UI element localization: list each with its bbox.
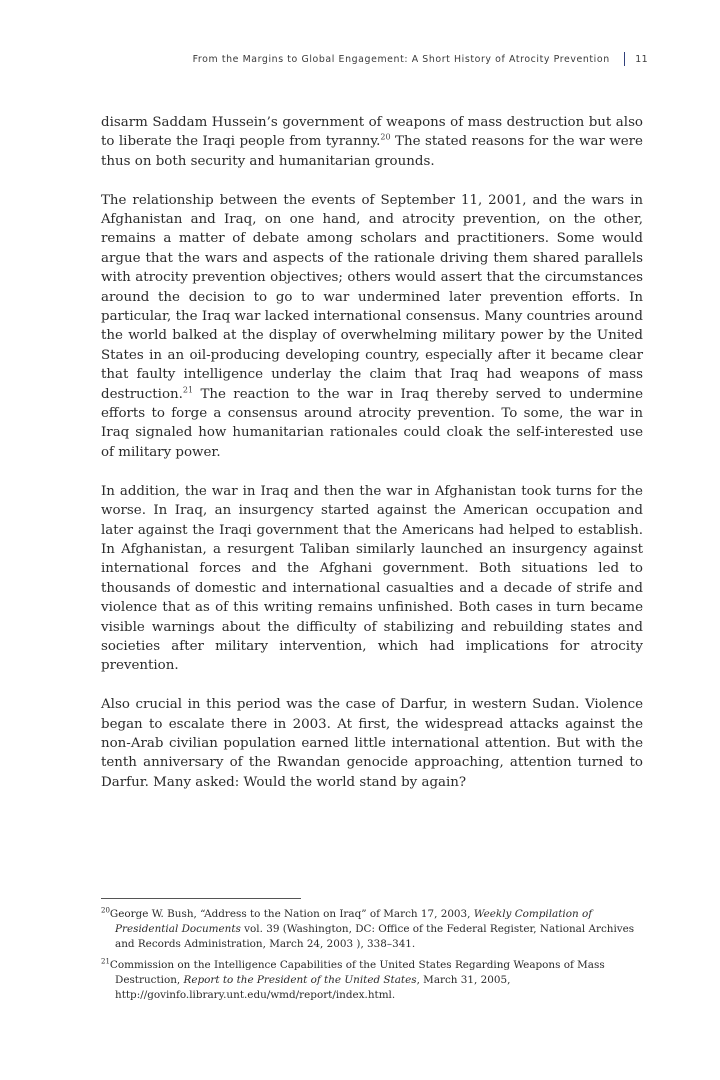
footnote-divider — [101, 898, 301, 899]
body-text — [101, 113, 643, 812]
footnote-text-cont: vol. 39 (Washington, DC: Office of the Federal Register, National Archives and Records Administration, March 24, 2003 ), 338–341. — [115, 923, 635, 950]
paragraph-2-text: The relationship between the events of September 11, 2001, and the wars in Afghanistan and Iraq, on one hand, and atrocity prevention, on the other, remains a matter of debate among scholars and practitioners. Some would argue that the wars and aspects of the rationale driving them shared parallels with atrocity prevention objectives; others would assert that the circumstances around the decision to go to war undermined later prevention efforts. In particular, the Iraq war lacked international consensus. Many countries around the world balked at the display of overwhelming military power by the United States in an oil-producing developing country, especially after it became clear that faulty intelligence underlay the claim that Iraq had weapons of mass destruction. — [101, 192, 643, 402]
footnote-number: 20 — [101, 906, 110, 915]
footnote-number: 21 — [101, 957, 110, 966]
paragraph-1-text-cont: The stated reasons for the war were thus on both security and humanitarian grounds. — [101, 134, 643, 169]
footnote-21 — [101, 958, 641, 1003]
footnotes — [101, 907, 641, 1009]
footnote-title-italic: Weekly Compilation of Presidential Documents — [115, 908, 593, 935]
paragraph-1 — [101, 113, 643, 171]
header-divider — [624, 52, 626, 66]
footnote-reference-21: 21 — [182, 385, 194, 395]
paragraph-3: In addition, the war in Iraq and then the war in Afghanistan took turns for the worse. In Iraq, an insurgency started against the American occupation and later against the Iraqi government that the Americans had helped to establish. In Afghanistan, a resurgent Taliban similarly launched an insurgency against international forces and the Afghani government. Both situations led to thousands of domestic and international casualties and a decade of strife and violence that as of this writing remains unfinished. Both cases in turn became visible warnings about the difficulty of stabilizing and rebuilding states and societies after military intervention, which had implications for atrocity prevention. — [101, 483, 643, 674]
footnote-title-italic: Report to the President of the United States — [183, 974, 417, 986]
paragraph-2 — [101, 191, 643, 463]
footnote-text: Commission on the Intelligence Capabilities of the United States Regarding Weapons of Mass Destruction, — [109, 959, 605, 986]
footnote-20 — [101, 907, 641, 952]
running-title: From the Margins to Global Engagement: A Short History of Atrocity Prevention — [192, 53, 610, 65]
page-number: 11 — [635, 53, 648, 65]
footnote-text: George W. Bush, “Address to the Nation on Iraq” of March 17, 2003, — [109, 908, 474, 920]
footnote-reference-20: 20 — [380, 132, 391, 142]
paragraph-4: Also crucial in this period was the case of Darfur, in western Sudan. Violence began to escalate there in 2003. At first, the widespread attacks against the non-Arab civilian population earned little international attention. But with the tenth anniversary of the Rwandan genocide approaching, attention turned to Darfur. Many asked: Would the world stand by again? — [101, 697, 643, 790]
footnote-text-cont: , March 31, 2005, http://govinfo.library.unt.edu/wmd/report/index.html. — [115, 974, 511, 1001]
running-head — [193, 52, 648, 66]
paragraph-1-text: disarm Saddam Hussein’s government of weapons of mass destruction but also to liberate the Iraqi people from tyranny. — [101, 115, 643, 150]
paragraph-2-text-cont: The reaction to the war in Iraq thereby served to undermine efforts to forge a consensus around atrocity prevention. To some, the war in Iraq signaled how humanitarian rationales could cloak the self-interested use of military power. — [101, 386, 643, 460]
